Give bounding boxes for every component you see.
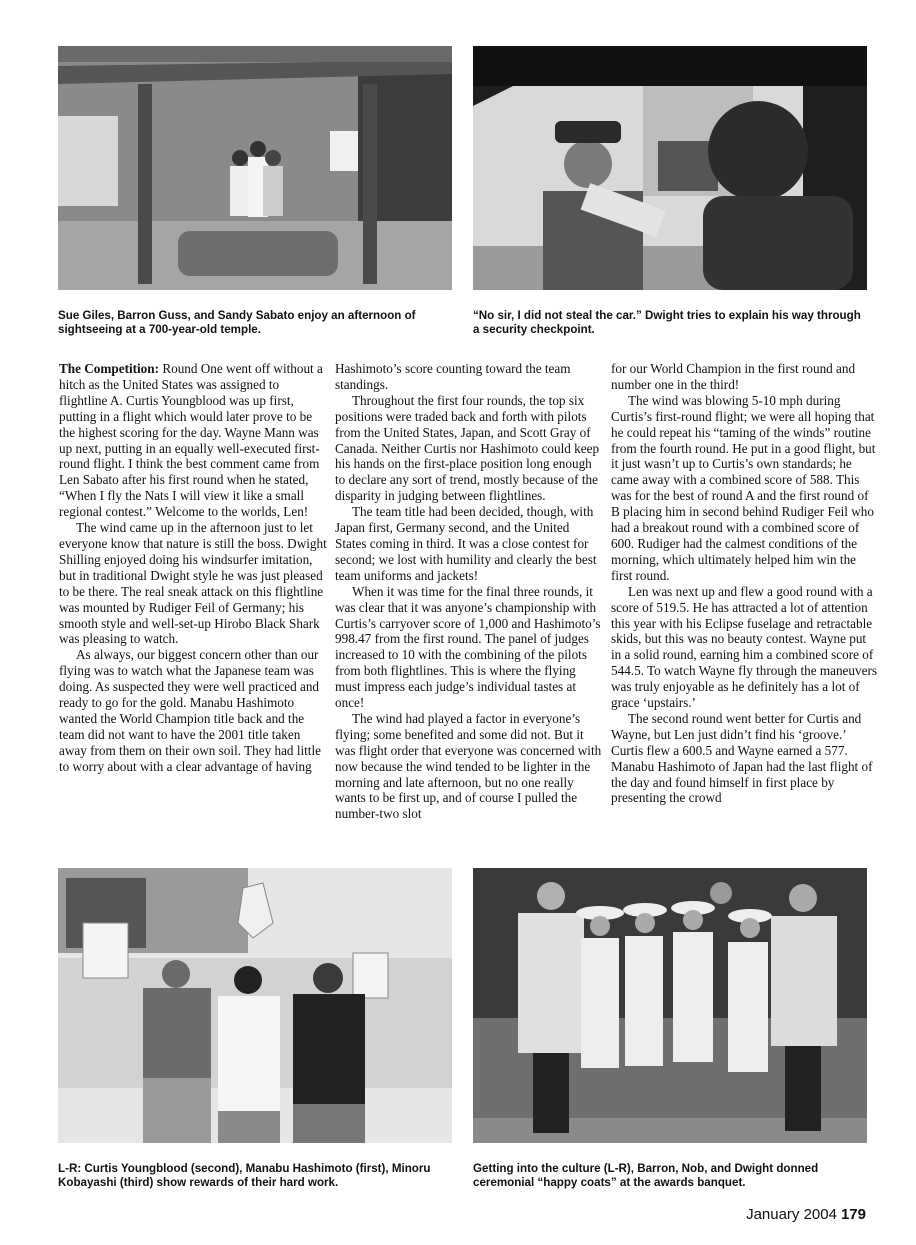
photo-caption-temple: Sue Giles, Barron Guss, and Sandy Sabato enjoy an afternoon of sightseeing at a 700-year-old temple. bbox=[58, 309, 416, 336]
article-paragraph: The team title had been decided, though, with Japan first, Germany second, and the United States coming in third. It was a close contest for second; we lost with humility and clearly the best team uniforms and jackets! bbox=[335, 504, 597, 583]
article-column-2 bbox=[335, 361, 603, 822]
article-paragraph: Hashimoto’s score counting toward the team standings. bbox=[335, 361, 571, 392]
article-paragraph: The wind was blowing 5-10 mph during Curtis’s first-round flight; we were all hoping that he could repeat his “taming of the winds” routine from the fourth round. He put in a good flight, but it just wasn’t up to Curtis’s own standards; he came away with a combined score of 588. This was for the best of round A and the first round of B placing him in second behind Rudiger Feil who had a breakout round with a combined score of 600. Rudiger had the calmest conditions of the morning, which ultimately helped him win the first round. bbox=[611, 392, 876, 583]
article-column-3 bbox=[611, 361, 879, 806]
photo-caption-checkpoint: “No sir, I did not steal the car.” Dwight tries to explain his way through a security checkpoint. bbox=[473, 309, 861, 336]
photo-temple bbox=[58, 46, 452, 290]
article-paragraph: for our World Champion in the first round and number one in the third! bbox=[611, 361, 856, 392]
article-paragraph: As always, our biggest concern other than our flying was to watch what the Japanese team was doing. As suspected they were well practiced and ready to go for the gold. Manabu Hashimoto wanted the World Champion title back and the team did not want to have the 2001 title taken away from them on their own soil. They had little to worry about with a clear advantage of having bbox=[59, 647, 321, 774]
photo-happy-coats bbox=[473, 868, 867, 1143]
article-paragraph: Len was next up and flew a good round with a score of 519.5. He has attracted a lot of attention this year with his Eclipse fuselage and retractable skids, but this was no beauty contest. Wayne put in a solid round, earning him a combined score of 544.5. To watch Wayne fly through the maneuvers was truly enjoyable as he definitely has a lot of grace ‘upstairs.’ bbox=[611, 583, 877, 711]
page-number: 179 bbox=[840, 1206, 866, 1223]
article-paragraph: When it was time for the final three rounds, it was clear that it was anyone’s championship with Curtis’s carryover score of 1,000 and Hashimoto’s 998.47 from the first round. The panel of judges increased to 10 with the combining of the pilots from both flightlines. This is where the flying must impress each judge’s individual tastes at once! bbox=[335, 583, 601, 711]
article-column-1 bbox=[59, 361, 327, 775]
article-paragraph bbox=[59, 361, 327, 520]
photo-winners bbox=[58, 868, 452, 1143]
article-paragraph: The wind had played a factor in everyone’s flying; some benefited and some did not. But it was flight order that everyone was concerned with now because the wind tended to be lighter in the morning and late afternoon, but no one really wants to be first up, and of course I pulled the number-two slot bbox=[335, 710, 602, 822]
article-paragraph: Throughout the first four rounds, the top six positions were traded back and forth with pilots from the United States, Japan, and Scott Gray of Canada. Neither Curtis nor Hashimoto could keep his hands on the first-place position long enough to declare any sort of trend, mostly because of the disparity in judging between flightlines. bbox=[335, 392, 600, 504]
photo-security-checkpoint bbox=[473, 46, 867, 290]
paragraph-text: Round One went off without a hitch as the United States was assigned to flightline A. Curtis Youngblood was up first, putting in a flight which would later prove to be the highest scoring for the day. Wayne Mann was up next, putting in an equally well-executed first-round flight. I think the best comment came from Len Sabato after his first round when he stated, “When I fly the Nats I will view it like a small regional contest.” Welcome to the worlds, Len! bbox=[59, 361, 323, 520]
page-footer bbox=[746, 1206, 866, 1223]
photo-caption-happy-coats: Getting into the culture (L-R), Barron, Nob, and Dwight donned ceremonial “happy coats” at the awards banquet. bbox=[473, 1162, 819, 1189]
photo-caption-winners: L-R: Curtis Youngblood (second), Manabu Hashimoto (first), Minoru Kobayashi (third) show rewards of their hard work. bbox=[58, 1162, 431, 1189]
issue-date: January 2004 bbox=[746, 1206, 837, 1223]
lead-heading: The Competition: bbox=[59, 361, 160, 376]
article-paragraph: The second round went better for Curtis and Wayne, but Len just didn’t find his ‘groove.’ Curtis flew a 600.5 and Wayne earned a 577. Manabu Hashimoto of Japan had the last flight of the day and found himself in first place by presenting the crowd bbox=[611, 710, 873, 806]
article-paragraph: The wind came up in the afternoon just to let everyone know that nature is still the boss. Dwight Shilling enjoyed doing his windsurfer imitation, but in traditional Dwight style he was just pleased to be there. The real sneak attack on this flightline was mounted by Rudiger Feil of Germany; his smooth style and well-set-up Hirobo Black Shark was pleasing to watch. bbox=[59, 520, 327, 647]
